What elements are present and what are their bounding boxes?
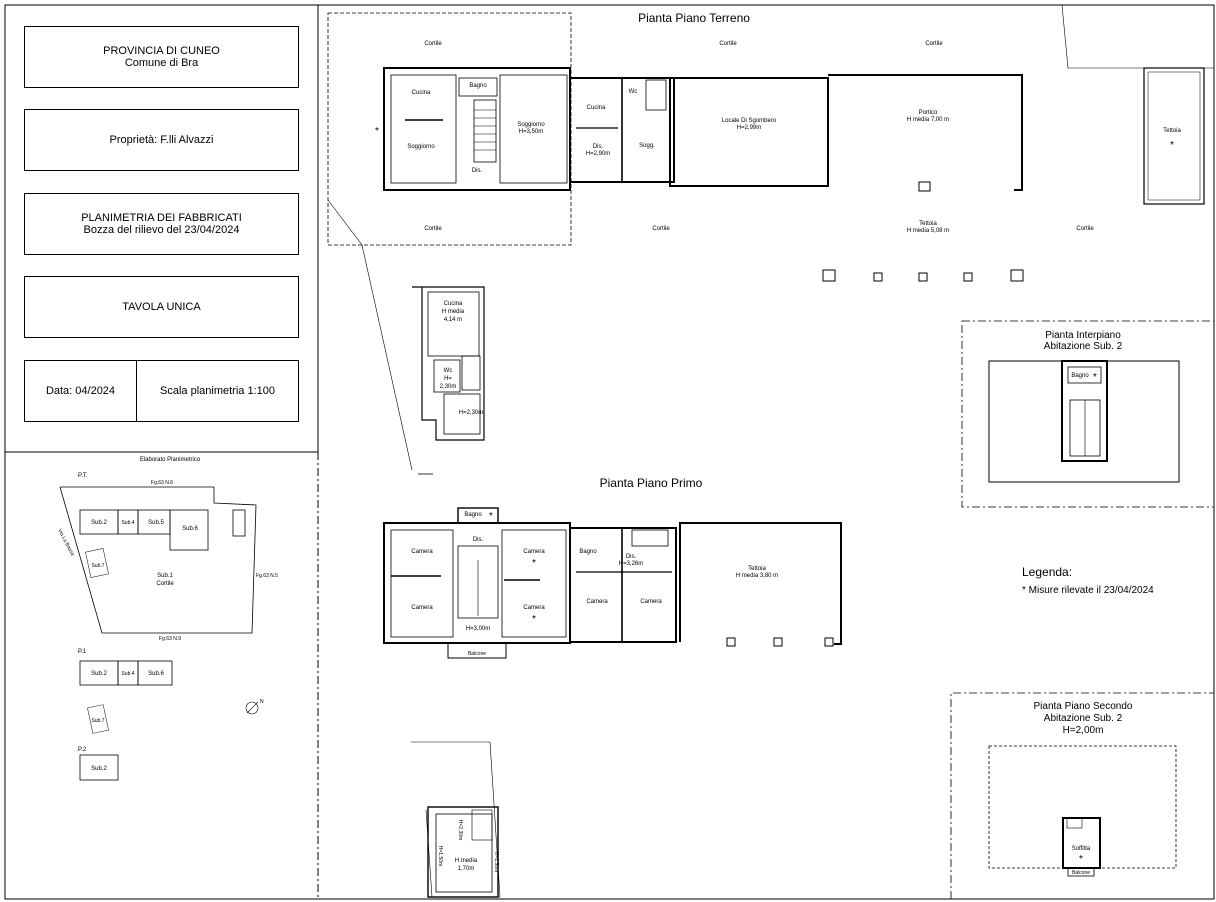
second-subtitle: Abitazione Sub. 2 xyxy=(1043,713,1123,724)
plan-title-label: PLANIMETRIA DEI FABBRICATI xyxy=(81,212,242,224)
first-annex-height: 1,70m xyxy=(457,866,475,872)
interpiano-title: Pianta Interpiano xyxy=(1045,330,1121,341)
ground-portico-walls xyxy=(828,75,1022,190)
tettoia-pillar-1 xyxy=(823,270,835,281)
first-dis2-name: Dis. xyxy=(625,554,637,560)
first-star-3: * xyxy=(532,614,536,625)
draft-label: Bozza del rilievo del 23/04/2024 xyxy=(83,224,240,236)
ground-locale-name: Locale Di Sgombero xyxy=(721,118,777,124)
first-camera-3: Camera xyxy=(523,549,545,555)
ground-dis2-name: Dis. xyxy=(592,144,604,150)
second-title: Pianta Piano Secondo xyxy=(1033,701,1133,712)
owner-label: Proprietà: F.lli Alvazzi xyxy=(109,134,214,146)
first-star-2: * xyxy=(532,558,536,569)
first-star-1: * xyxy=(489,511,493,522)
first-dis2-height: H=3,26m xyxy=(618,561,644,567)
ground-title: Pianta Piano Terreno xyxy=(638,11,750,25)
first-title: Pianta Piano Primo xyxy=(599,476,703,490)
ground-boundary-sw xyxy=(328,200,412,470)
ground-soggiorno2-name: Soggiorno xyxy=(517,122,545,128)
annex-cucina-name: Cucina xyxy=(443,301,463,307)
site-parcel-outline xyxy=(60,487,256,633)
cortile-sw-label: Cortile xyxy=(424,226,442,232)
cortile-s-label: Cortile xyxy=(652,226,670,232)
ground-locale-height: H=2,99m xyxy=(736,125,762,131)
ground-tettoia-label: Tettoia xyxy=(1163,128,1181,134)
first-dis-label: Dis. xyxy=(472,537,484,543)
first-tettoia-pillar-1 xyxy=(727,638,735,646)
first-camera-4: Camera xyxy=(523,605,545,611)
ground-floor-plan xyxy=(328,5,1214,474)
ground-sogg-label: Sogg. xyxy=(639,143,655,149)
ground-middle-stair xyxy=(646,80,666,110)
annex-cucina-h2: 4,14 m xyxy=(443,317,463,323)
first-middle-walls xyxy=(570,528,676,642)
tettoia-pillar-5 xyxy=(1011,270,1023,281)
parcel-n5-label: Fg.63 N.5 xyxy=(256,573,278,579)
first-annex-side-1: H=1,50m xyxy=(437,845,443,867)
first-middle-stair xyxy=(632,530,668,546)
first-balcone-label: Balcone xyxy=(467,651,487,657)
pt-sub6-label: Sub.6 xyxy=(182,526,198,532)
pt-shed xyxy=(233,510,245,536)
cortile-nw-label: Cortile xyxy=(424,41,442,47)
first-tettoia-height: H media 3,80 m xyxy=(735,573,779,579)
first-bagno-label: Bagno xyxy=(464,512,482,518)
first-annex-stair xyxy=(472,810,492,840)
ground-tettoia2-name: Tettoia xyxy=(919,221,937,227)
annex-wc-h2: 2,30m xyxy=(439,384,457,390)
ground-star-2: * xyxy=(1170,140,1174,151)
second-soffitta-label: Soffitta xyxy=(1071,846,1091,852)
first-tettoia-pillar-2 xyxy=(774,638,782,646)
first-camera-5: Camera xyxy=(586,599,608,605)
legend-item: * Misure rilevate il 23/04/2024 xyxy=(1022,585,1154,596)
street-label: Via La Bassa xyxy=(56,528,76,557)
first-camera-1: Camera xyxy=(411,549,433,555)
second-stair xyxy=(1067,818,1082,828)
first-height-label: H=3,00m xyxy=(465,626,491,632)
first-annex-room xyxy=(436,814,492,892)
first-annex-side-2: H=2,30m xyxy=(457,819,463,841)
first-tettoia-walls xyxy=(680,523,841,644)
pt-sub5-label: Sub.5 xyxy=(148,520,164,526)
interpiano-outline xyxy=(989,361,1179,482)
second-balcone-label: Balcone xyxy=(1071,870,1091,876)
ground-portico-name: Portico xyxy=(918,110,938,116)
ground-soggiorno-label: Soggiorno xyxy=(407,144,435,150)
p1-sub6-label: Sub.6 xyxy=(148,671,164,677)
ground-stair xyxy=(474,100,496,162)
ground-portico-pillar xyxy=(919,182,930,191)
second-star: * xyxy=(1079,854,1083,865)
level-p2-label: P.2 xyxy=(78,747,87,753)
date-label: Data: 04/2024 xyxy=(45,385,116,397)
site-cortile-label: Cortile xyxy=(156,581,174,587)
first-tettoia-pillar-3 xyxy=(825,638,833,646)
first-camera-6: Camera xyxy=(640,599,662,605)
ground-cucina2-label: Cucina xyxy=(586,105,606,111)
ground-cucina-label: Cucina xyxy=(411,90,431,96)
p1-sub4-label: Sub.4 xyxy=(121,671,135,677)
ground-tettoia2-height: H media 5,08 m xyxy=(906,228,950,234)
level-pt-label: P.T. xyxy=(78,473,88,479)
annex-wc-h1: H= xyxy=(444,376,452,382)
annex-cucina-h1: H media xyxy=(441,309,465,315)
parcel-n6-label: Fg.63 N.6 xyxy=(151,480,173,486)
ground-dis-label: Dis. xyxy=(471,168,483,174)
cortile-se-label: Cortile xyxy=(1076,226,1094,232)
parcel-n9-label: Fg.63 N.9 xyxy=(159,636,181,642)
interpiano-subtitle: Abitazione Sub. 2 xyxy=(1043,341,1123,352)
ground-dis2-height: H=2,90m xyxy=(585,151,611,157)
legend xyxy=(1022,565,1154,596)
north-arrow-line xyxy=(247,702,258,713)
interpiano-bagno-label: Bagno xyxy=(1071,373,1089,379)
second-floor-plan xyxy=(951,693,1214,899)
annex-wc-name: Wc xyxy=(443,368,453,374)
site-plan-title: Elaborato Planimetrico xyxy=(139,457,201,463)
p1-sub7-label: Sub.7 xyxy=(91,718,105,724)
first-annex-outline xyxy=(411,742,500,897)
pt-sub7-label: Sub.7 xyxy=(91,563,105,569)
province-label: PROVINCIA DI CUNEO xyxy=(103,45,220,57)
first-camera-2: Camera xyxy=(411,605,433,611)
cortile-n-label: Cortile xyxy=(719,41,737,47)
comune-label: Comune di Bra xyxy=(124,57,199,69)
ground-bagno-label: Bagno xyxy=(469,83,487,89)
ground-star-1: * xyxy=(375,126,379,137)
tettoia-pillar-2 xyxy=(874,273,882,281)
first-bagno2-label: Bagno xyxy=(579,549,597,555)
first-rooms-west xyxy=(391,530,453,637)
first-floor-plan xyxy=(384,476,841,897)
first-annex-side-3: H=1,50m xyxy=(493,851,499,873)
scale-label: Scala planimetria 1:100 xyxy=(160,385,275,397)
tettoia-pillar-3 xyxy=(919,273,927,281)
ground-boundary-ne xyxy=(1062,5,1214,68)
ground-storage-walls xyxy=(670,78,828,186)
interpiano-plan xyxy=(962,321,1214,507)
ground-wc-label: Wc xyxy=(628,89,638,95)
pt-sub4-label: Sub.4 xyxy=(121,520,135,526)
annex-room-height: H=2,30m xyxy=(458,410,484,416)
sub1-label: Sub.1 xyxy=(157,573,173,579)
p2-sub2-label: Sub.2 xyxy=(91,766,107,772)
ground-soggiorno2-height: H=3,50m xyxy=(518,129,544,135)
first-tettoia-name: Tettoia xyxy=(748,566,766,572)
table-label: TAVOLA UNICA xyxy=(122,301,201,313)
p1-sub2-label: Sub.2 xyxy=(91,671,107,677)
level-p1-label: P.1 xyxy=(78,649,87,655)
cortile-ne-label: Cortile xyxy=(925,41,943,47)
legend-title: Legenda: xyxy=(1022,565,1073,579)
second-height: H=2,00m xyxy=(1062,725,1104,736)
ground-annex-stair xyxy=(462,356,480,390)
pt-sub2-label: Sub.2 xyxy=(91,520,107,526)
interpiano-star: * xyxy=(1093,372,1097,383)
ground-tettoia-east xyxy=(1144,68,1204,204)
site-plan xyxy=(56,457,278,780)
first-annex-name: H media xyxy=(454,858,478,864)
ground-portico-height: H media 7,00 m xyxy=(906,117,950,123)
tettoia-pillar-4 xyxy=(964,273,972,281)
north-label: N xyxy=(260,699,264,705)
